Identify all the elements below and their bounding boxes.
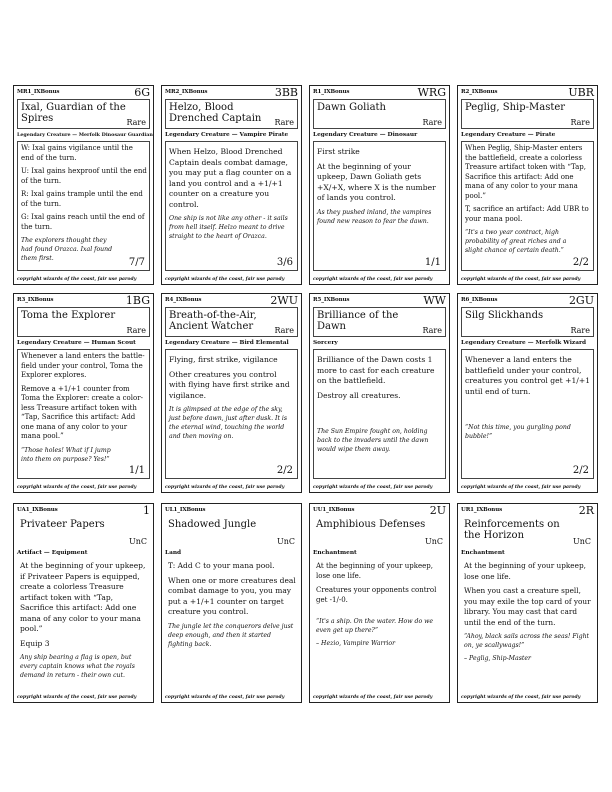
- card-name: Ixal, Guardian of the Spires: [21, 102, 126, 124]
- card-code: R6_IXBonus: [461, 297, 498, 303]
- card-code: MR2_IXBonus: [165, 89, 208, 95]
- text-box: [461, 559, 594, 689]
- power-toughness: 1/1: [424, 257, 441, 268]
- card-rarity: Rare: [570, 326, 590, 335]
- name-box: [313, 99, 446, 129]
- card-header: [17, 296, 150, 306]
- text-box: [17, 559, 150, 689]
- name-box: [165, 517, 298, 547]
- card-rarity: Rare: [422, 118, 442, 127]
- rules-paragraph: Flying, first strike, vigilance: [169, 355, 278, 364]
- card-rarity: Rare: [422, 326, 442, 335]
- rules-paragraph: T, sacrifice an artifact: Add UBR to your mana pool.: [465, 205, 589, 223]
- rules-paragraph: Creatures your opponents control get -1/-0.: [316, 586, 437, 604]
- mana-cost: 2WU: [270, 294, 298, 307]
- card-name: Peglig, Ship-Master: [465, 102, 566, 113]
- rules-text: [20, 561, 148, 684]
- copyright-line: copyright wizards of the coast, fair use parody: [461, 277, 581, 282]
- power-toughness: 2/2: [276, 465, 293, 476]
- card: [309, 293, 450, 493]
- card-header: [17, 506, 150, 516]
- card-code: R4_IXBonus: [165, 297, 202, 303]
- mana-cost: WW: [423, 294, 446, 307]
- card-rarity: Rare: [126, 326, 146, 335]
- flavor-text: The explorers thought they had found Orazca. Ixal found them first.: [21, 237, 113, 262]
- card-header: [165, 88, 298, 98]
- card-rarity: UnC: [424, 537, 443, 546]
- card-name: Breath-of-the-Air, Ancient Watcher: [169, 310, 257, 332]
- card-rarity: UnC: [276, 537, 295, 546]
- mana-cost: 6G: [134, 86, 150, 99]
- card-name: Reinforcements on the Horizon: [464, 519, 560, 541]
- card-code: R1_IXBonus: [313, 89, 350, 95]
- copyright-line: copyright wizards of the coast, fair use parody: [165, 485, 285, 490]
- rules-text: [21, 352, 147, 468]
- text-box: [165, 349, 298, 479]
- card-rarity: UnC: [128, 537, 147, 546]
- card-header: [313, 506, 446, 516]
- rules-paragraph: When one or more creatures deal combat damage to you, you may put a +1/+1 counter on target creature you control.: [168, 575, 296, 616]
- card-header: [165, 506, 298, 516]
- card: [13, 503, 154, 703]
- mana-cost: WRG: [417, 86, 446, 99]
- card-rarity: Rare: [274, 326, 294, 335]
- flavor-attribution: – Hezio, Vampire Warrior: [316, 640, 396, 647]
- mana-cost: 1: [143, 504, 150, 517]
- copyright-line: copyright wizards of the coast, fair use parody: [17, 485, 137, 490]
- text-box: [461, 349, 594, 479]
- card-name: Toma the Explorer: [21, 310, 116, 321]
- mana-cost: 2U: [429, 504, 446, 517]
- type-line: Land: [165, 550, 182, 556]
- type-line: Legendary Creature — Human Scout: [17, 340, 136, 346]
- card: [309, 503, 450, 703]
- rules-paragraph: W: Ixal gains vigilance until the end of the turn.: [21, 144, 133, 162]
- card-code: R3_IXBonus: [17, 297, 54, 303]
- card-name: Dawn Goliath: [317, 102, 386, 113]
- card: [13, 85, 154, 285]
- copyright-line: copyright wizards of the coast, fair use parody: [165, 695, 285, 700]
- mana-cost: 2R: [578, 504, 594, 517]
- type-line: Enchantment: [313, 550, 357, 556]
- flavor-text: One ship is not like any other - it sails from hell itself. Helzo meant to drive straight to the heart of Orazca.: [169, 215, 288, 240]
- copyright-line: copyright wizards of the coast, fair use parody: [313, 277, 433, 282]
- copyright-line: copyright wizards of the coast, fair use parody: [313, 485, 433, 490]
- card-header: [313, 296, 446, 306]
- card-header: [313, 88, 446, 98]
- name-box: [313, 307, 446, 337]
- name-box: [461, 99, 594, 129]
- text-box: [17, 349, 150, 479]
- card-name: Brilliance of the Dawn: [317, 310, 399, 332]
- rules-text: [168, 561, 296, 653]
- card-name: Privateer Papers: [20, 519, 105, 530]
- mana-cost: UBR: [568, 86, 594, 99]
- rules-paragraph: Whenever a land enters the battlefield under your control, creatures you control get +1/+1 until end of turn.: [465, 355, 591, 396]
- copyright-line: copyright wizards of the coast, fair use parody: [461, 695, 581, 700]
- rules-text: [465, 144, 591, 259]
- card-header: [461, 296, 594, 306]
- rules-paragraph: G: Ixal gains reach until the end of the turn.: [21, 213, 145, 231]
- rules-paragraph: R: Ixal gains trample until the end of the turn.: [21, 190, 143, 208]
- rules-text: [169, 355, 295, 445]
- rules-paragraph: At the beginning of your upkeep, lose one life.: [316, 562, 433, 580]
- card-code: UA1_IXBonus: [17, 507, 58, 513]
- card-name: Shadowed Jungle: [168, 519, 257, 530]
- card: [13, 293, 154, 493]
- rules-paragraph: Whenever a land enters the battle-field under your control, Toma the Explorer explores.: [21, 352, 145, 379]
- flavor-text: Any ship bearing a flag is open, but every captain knows what the royals demand in return - their own cut.: [20, 654, 135, 679]
- text-box: [17, 141, 150, 271]
- card-code: R2_IXBonus: [461, 89, 498, 95]
- rules-paragraph: Brilliance of the Dawn costs 1 more to cast for each creature on the battlefield.: [317, 355, 435, 385]
- card-name: Helzo, Blood Drenched Captain: [169, 102, 262, 124]
- type-line: Legendary Creature — Vampire Pirate: [165, 132, 289, 138]
- rules-text: [465, 355, 591, 445]
- flavor-text: The Sun Empire fought on, holding back to the invaders until the dawn would wipe them away.: [317, 428, 429, 453]
- card-name: Silg Slickhands: [465, 310, 544, 321]
- flavor-attribution: – Peglig, Ship-Master: [464, 655, 531, 662]
- type-line: Legendary Creature — Dinosaur: [313, 132, 418, 138]
- card-header: [165, 296, 298, 306]
- flavor-text: The jungle let the conquerors delve just deep enough, and then it started fighting back.: [168, 622, 294, 648]
- flavor-text: “Ahoy, black sails across the seas! Fight on, ye scallywags!”: [464, 633, 590, 649]
- text-box: [461, 141, 594, 271]
- name-box: [461, 307, 594, 337]
- card: [457, 85, 598, 285]
- card-code: UU1_IXBonus: [313, 507, 355, 513]
- name-box: [17, 517, 150, 547]
- power-toughness: 3/6: [276, 257, 293, 268]
- type-line: Sorcery: [313, 340, 338, 346]
- rules-paragraph: At the beginning of your upkeep, lose one life.: [464, 561, 586, 581]
- name-box: [165, 307, 298, 337]
- card-name: Amphibious Defenses: [316, 519, 426, 530]
- type-line: Enchantment: [461, 550, 505, 556]
- rules-text: [464, 561, 592, 667]
- copyright-line: copyright wizards of the coast, fair use parody: [165, 277, 285, 282]
- type-line: Legendary Creature — Merfolk Wizard: [461, 340, 587, 346]
- rules-paragraph: When Peglig, Ship-Master enters the battlefield, create a colorless Treasure artifact token with “Tap, Sacrifice this artifact: Add one mana of any color to your mana pool.”: [465, 144, 586, 200]
- type-line: Artifact — Equipment: [17, 550, 88, 556]
- rules-paragraph: U: Ixal gains hexproof until the end of the turn.: [21, 167, 147, 185]
- card: [457, 293, 598, 493]
- flavor-text: As they pushed inland, the vampires found new reason to fear the dawn.: [317, 208, 432, 225]
- rules-text: [317, 147, 443, 230]
- card-rarity: UnC: [572, 537, 591, 546]
- rules-text: [169, 147, 295, 245]
- rules-paragraph: Other creatures you control with flying have first strike and vigilance.: [169, 369, 290, 400]
- copyright-line: copyright wizards of the coast, fair use parody: [17, 695, 137, 700]
- card: [309, 85, 450, 285]
- rules-paragraph: When Helzo, Blood Drenched Captain deals combat damage, you may put a flag counter on a land you control and a +1/+1 counter on a creature you control.: [169, 147, 292, 209]
- card: [161, 85, 302, 285]
- text-box: [313, 559, 446, 689]
- rules-text: [21, 144, 147, 267]
- name-box: [313, 517, 446, 547]
- type-line: Legendary Creature — Merfolk Dinosaur Guardian: [17, 132, 153, 138]
- rules-paragraph: At the beginning of your upkeep, Dawn Goliath gets +X/+X, where X is the number of lands you control.: [317, 161, 436, 202]
- name-box: [165, 99, 298, 129]
- rules-paragraph: Destroy all creatures.: [317, 390, 401, 400]
- card-code: R5_IXBonus: [313, 297, 350, 303]
- card-rarity: Rare: [570, 118, 590, 127]
- card-header: [17, 88, 150, 98]
- power-toughness: 7/7: [128, 257, 145, 268]
- rules-paragraph: At the beginning of your upkeep, if Privateer Papers is equipped, create a colorless Treasure artifact token with “Tap, Sacrifice this artifact: Add one mana of any color to your mana pool.”: [20, 561, 146, 633]
- rules-paragraph: Equip 3: [20, 638, 50, 648]
- text-box: [313, 349, 446, 479]
- power-toughness: 2/2: [572, 465, 589, 476]
- card-code: UR1_IXBonus: [461, 507, 503, 513]
- text-box: [165, 559, 298, 689]
- rules-paragraph: T: Add C to your mana pool.: [168, 561, 275, 570]
- type-line: Legendary Creature — Pirate: [461, 132, 556, 138]
- name-box: [17, 99, 150, 129]
- copyright-line: copyright wizards of the coast, fair use parody: [17, 277, 137, 282]
- card-header: [461, 506, 594, 516]
- card: [161, 293, 302, 493]
- card-code: UL1_IXBonus: [165, 507, 206, 513]
- card-code: MR1_IXBonus: [17, 89, 60, 95]
- type-line: Legendary Creature — Bird Elemental: [165, 340, 289, 346]
- flavor-text: It is glimpsed at the edge of the sky, just before dawn, just after dusk. It is the eternal wind, touching the world and then moving on.: [169, 406, 288, 440]
- power-toughness: 2/2: [572, 257, 589, 268]
- mana-cost: 3BB: [274, 86, 298, 99]
- mana-cost: 1BG: [125, 294, 150, 307]
- name-box: [17, 307, 150, 337]
- rules-paragraph: First strike: [317, 147, 360, 156]
- card: [161, 503, 302, 703]
- flavor-text: “It's a ship. On the water. How do we even get up there?”: [316, 618, 434, 634]
- mana-cost: 2GU: [568, 294, 594, 307]
- rules-paragraph: Remove a +1/+1 counter from Toma the Explorer: create a color-less Treasure artifact token with “Tap, Sacrifice this artifact: Add one mana of any color to your mana pool.”: [21, 384, 143, 440]
- card-rarity: Rare: [274, 118, 294, 127]
- power-toughness: 1/1: [128, 465, 145, 476]
- rules-paragraph: When you cast a creature spell, you may exile the top card of your library. You may cast that card until the end of the turn.: [464, 586, 591, 627]
- name-box: [461, 517, 594, 547]
- flavor-text: “Those holes! What if I jump into them on purpose? Yes!”: [21, 446, 111, 463]
- card-header: [461, 88, 594, 98]
- flavor-text: “Not this time, you gurgling pond bubble!”: [465, 424, 571, 440]
- copyright-line: copyright wizards of the coast, fair use parody: [461, 485, 581, 490]
- rules-text: [316, 561, 444, 652]
- card: [457, 503, 598, 703]
- rules-text: [317, 355, 443, 458]
- copyright-line: copyright wizards of the coast, fair use parody: [313, 695, 433, 700]
- text-box: [313, 141, 446, 271]
- text-box: [165, 141, 298, 271]
- card-rarity: Rare: [126, 118, 146, 127]
- flavor-text: “It's a two year contract, high probability of great riches and a slight chance of certain death.”: [465, 229, 567, 254]
